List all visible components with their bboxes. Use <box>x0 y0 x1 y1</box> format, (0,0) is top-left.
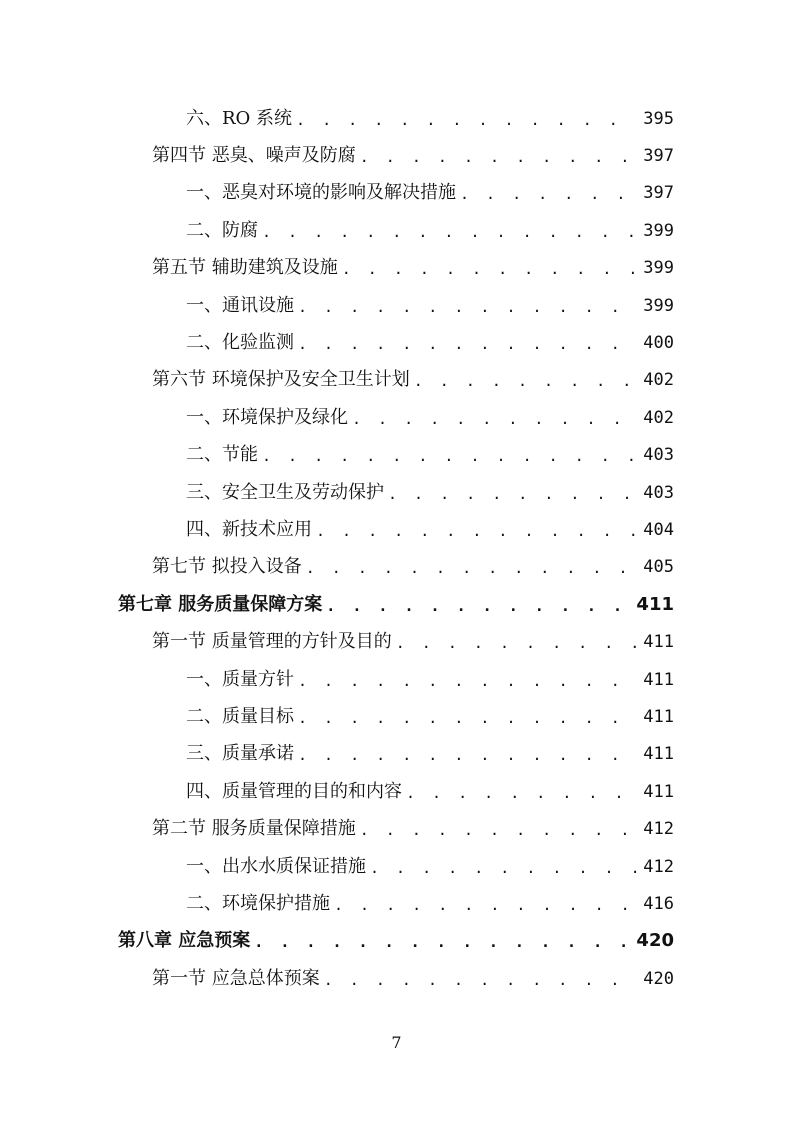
toc-entry-title: 一、恶臭对环境的影响及解决措施 <box>186 182 456 204</box>
toc-page-number: 411 <box>637 706 674 728</box>
toc-entry-title: 一、质量方针 <box>186 668 294 690</box>
toc-entry[interactable] <box>0 250 793 287</box>
toc-dot-leader <box>306 556 673 578</box>
toc-entry[interactable] <box>0 324 793 361</box>
toc-page-number: 404 <box>637 519 674 541</box>
toc-dot-leader <box>360 818 673 840</box>
toc-dot-leader <box>298 295 673 317</box>
toc-entry-title: 第二节 服务质量保障措施 <box>152 818 356 840</box>
toc-dot-leader <box>298 706 673 728</box>
toc-dot-leader <box>316 519 673 541</box>
toc-dot-leader <box>396 631 673 653</box>
toc-dot-leader <box>298 669 673 691</box>
toc-entry-title: 四、质量管理的目的和内容 <box>186 780 402 802</box>
toc-entry-chapter[interactable] <box>0 923 793 960</box>
toc-entry-title: 第六节 环境保护及安全卫生计划 <box>152 369 410 391</box>
toc-dot-leader <box>254 930 673 952</box>
toc-entry[interactable] <box>0 437 793 474</box>
toc-entry-title: 三、质量承诺 <box>186 743 294 765</box>
toc-dot-leader <box>298 332 673 354</box>
toc-entry[interactable] <box>0 287 793 324</box>
toc-entry-title: 三、安全卫生及劳动保护 <box>186 481 384 503</box>
toc-dot-leader <box>296 108 673 130</box>
toc-page-number: 397 <box>637 145 674 167</box>
toc-dot-leader <box>324 968 673 990</box>
toc-page-number: 402 <box>637 407 674 429</box>
toc-entry[interactable] <box>0 810 793 847</box>
toc-entry[interactable] <box>0 511 793 548</box>
toc-page-number: 411 <box>630 594 674 616</box>
toc-dot-leader <box>360 145 673 167</box>
toc-entry-title: 第八章 应急预案 <box>118 930 251 952</box>
toc-page-number: 399 <box>637 295 674 317</box>
toc-entry-title: 二、环境保护措施 <box>186 892 330 914</box>
toc-page-number: 399 <box>637 220 674 242</box>
toc-entry-title: 二、节能 <box>186 444 258 466</box>
toc-page-number: 420 <box>630 930 674 952</box>
toc-page-number: 399 <box>637 257 674 279</box>
toc-page-number: 397 <box>637 182 674 204</box>
toc-entry-title: 第一节 应急总体预案 <box>152 967 320 989</box>
toc-entry[interactable] <box>0 661 793 698</box>
toc-page-number: 405 <box>637 556 674 578</box>
toc-entry-chapter[interactable] <box>0 586 793 623</box>
toc-entry[interactable] <box>0 175 793 212</box>
toc-entry-title: 一、环境保护及绿化 <box>186 406 348 428</box>
toc-page-number: 411 <box>637 781 674 803</box>
toc-dot-leader <box>298 743 673 765</box>
toc-entry[interactable] <box>0 399 793 436</box>
toc-entry-title: 四、新技术应用 <box>186 518 312 540</box>
toc-page-number: 411 <box>637 743 674 765</box>
toc-entry-title: 一、出水水质保证措施 <box>186 855 366 877</box>
toc-entry[interactable] <box>0 960 793 997</box>
toc-dot-leader <box>414 369 673 391</box>
toc-entry-title: 二、化验监测 <box>186 332 294 354</box>
toc-entry[interactable] <box>0 474 793 511</box>
toc-page-number: 411 <box>637 631 674 653</box>
toc-entry[interactable] <box>0 212 793 249</box>
toc-entry[interactable] <box>0 885 793 922</box>
toc-dot-leader <box>388 482 673 504</box>
toc-page-number: 395 <box>637 108 674 130</box>
toc-page-number: 412 <box>637 818 674 840</box>
toc-entry-title: 第七章 服务质量保障方案 <box>118 593 323 615</box>
toc-dot-leader <box>352 407 673 429</box>
toc-entry-title: 第七节 拟投入设备 <box>152 556 302 578</box>
page-number: 7 <box>391 1033 402 1052</box>
toc-entry[interactable] <box>0 848 793 885</box>
toc-entry[interactable] <box>0 773 793 810</box>
toc-page-number: 403 <box>637 482 674 504</box>
toc-dot-leader <box>262 220 673 242</box>
toc-entry-title: 六、RO 系统 <box>186 107 293 129</box>
table-of-contents <box>0 100 793 997</box>
toc-entry-title: 第四节 恶臭、噪声及防腐 <box>152 145 356 167</box>
toc-dot-leader <box>262 444 673 466</box>
toc-page-number: 402 <box>637 369 674 391</box>
toc-dot-leader <box>342 257 673 279</box>
toc-entry-title: 第五节 辅助建筑及设施 <box>152 257 338 279</box>
toc-entry[interactable] <box>0 736 793 773</box>
toc-page-number: 420 <box>637 968 674 990</box>
toc-entry-title: 第一节 质量管理的方针及目的 <box>152 631 392 653</box>
toc-entry[interactable] <box>0 100 793 137</box>
toc-entry-title: 二、防腐 <box>186 219 258 241</box>
toc-page-number: 403 <box>637 444 674 466</box>
toc-page-number: 416 <box>637 893 674 915</box>
toc-entry[interactable] <box>0 623 793 660</box>
toc-dot-leader <box>406 781 673 803</box>
toc-page-number: 400 <box>637 332 674 354</box>
toc-page-number: 412 <box>637 856 674 878</box>
toc-entry-title: 二、质量目标 <box>186 705 294 727</box>
toc-entry-title: 一、通讯设施 <box>186 294 294 316</box>
toc-entry[interactable] <box>0 137 793 174</box>
toc-dot-leader <box>370 856 673 878</box>
toc-page-number: 411 <box>637 669 674 691</box>
toc-dot-leader <box>334 893 673 915</box>
toc-entry[interactable] <box>0 362 793 399</box>
toc-dot-leader <box>326 594 673 616</box>
toc-entry[interactable] <box>0 549 793 586</box>
toc-entry[interactable] <box>0 698 793 735</box>
